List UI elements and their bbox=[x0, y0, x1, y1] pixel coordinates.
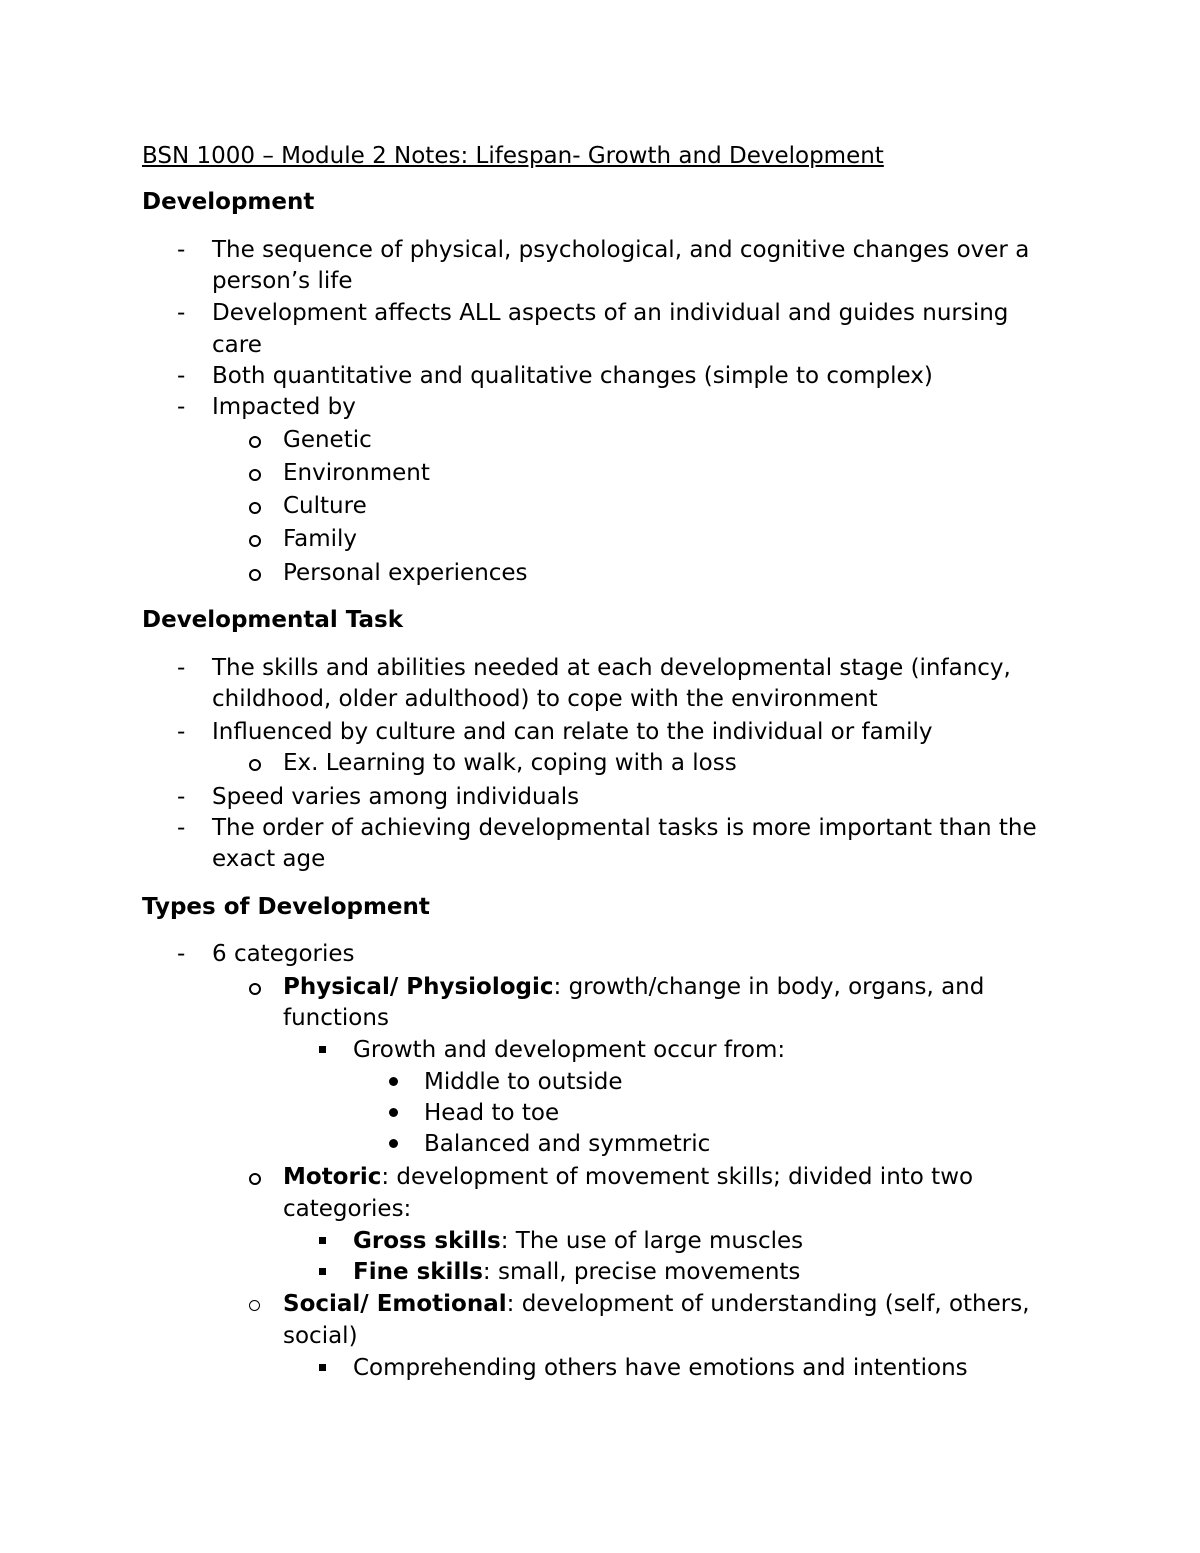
section-heading-development: Development bbox=[142, 189, 315, 215]
dash-bullet: - bbox=[177, 719, 186, 745]
list-item-continuation: exact age bbox=[212, 846, 326, 872]
sub-list-item: Genetic bbox=[283, 427, 372, 453]
list-item: Speed varies among individuals bbox=[212, 784, 580, 810]
list-item: The order of achieving developmental tasks is more important than the bbox=[212, 815, 1037, 841]
list-item-continuation: person’s life bbox=[212, 268, 353, 294]
category-item-physical bbox=[283, 972, 984, 1002]
sub-list-item: Personal experiences bbox=[283, 560, 528, 586]
category-continuation: functions bbox=[283, 1005, 389, 1031]
dot-bullet-icon bbox=[389, 1108, 398, 1117]
section-heading-developmental-task: Developmental Task bbox=[142, 607, 404, 633]
circle-bullet-icon bbox=[249, 759, 261, 771]
document-title: BSN 1000 – Module 2 Notes: Lifespan- Growth and Development bbox=[142, 143, 884, 169]
sub-list-item: Family bbox=[283, 526, 358, 552]
level-four-item: Middle to outside bbox=[424, 1069, 623, 1095]
square-bullet-icon bbox=[319, 1046, 326, 1053]
circle-bullet-icon bbox=[249, 535, 261, 547]
skill-term: Fine skills bbox=[353, 1259, 483, 1285]
category-item-motoric bbox=[283, 1162, 973, 1192]
circle-bullet-icon bbox=[249, 469, 261, 481]
list-item: Impacted by bbox=[212, 394, 356, 420]
circle-bullet-icon bbox=[249, 983, 261, 995]
dash-bullet: - bbox=[177, 300, 186, 326]
dash-bullet: - bbox=[177, 815, 186, 841]
square-bullet-icon bbox=[319, 1268, 326, 1275]
square-bullet-icon bbox=[319, 1237, 326, 1244]
list-item: Development affects ALL aspects of an individual and guides nursing bbox=[212, 300, 1009, 326]
circle-bullet-icon bbox=[249, 436, 261, 448]
dash-bullet: - bbox=[177, 655, 186, 681]
list-item-continuation: care bbox=[212, 332, 262, 358]
category-term: Social/ Emotional bbox=[283, 1291, 507, 1317]
sub-list-item: Environment bbox=[283, 460, 430, 486]
skill-description: : small, precise movements bbox=[482, 1259, 801, 1285]
sub-list-item: Culture bbox=[283, 493, 367, 519]
circle-bullet-icon bbox=[249, 1173, 261, 1185]
list-item: Influenced by culture and can relate to the individual or family bbox=[212, 719, 933, 745]
category-term: Physical/ Physiologic bbox=[283, 974, 554, 1000]
category-continuation: social) bbox=[283, 1323, 358, 1349]
skill-description: : The use of large muscles bbox=[500, 1228, 804, 1254]
circle-bullet-icon bbox=[249, 569, 261, 581]
square-bullet-icon bbox=[319, 1364, 326, 1371]
dash-bullet: - bbox=[177, 784, 186, 810]
sub-sub-list-item bbox=[353, 1226, 803, 1256]
category-description: : growth/change in body, organs, and bbox=[553, 974, 985, 1000]
list-item: The skills and abilities needed at each developmental stage (infancy, bbox=[212, 655, 1011, 681]
dot-bullet-icon bbox=[389, 1139, 398, 1148]
list-item: The sequence of physical, psychological, and cognitive changes over a bbox=[212, 237, 1030, 263]
category-description: : development of movement skills; divided into two bbox=[381, 1164, 974, 1190]
dash-bullet: - bbox=[177, 941, 186, 967]
sub-list-item: Ex. Learning to walk, coping with a loss bbox=[283, 750, 737, 776]
category-item-social-emotional bbox=[283, 1289, 1030, 1319]
dash-bullet: - bbox=[177, 237, 186, 263]
circle-bullet-icon bbox=[249, 1300, 260, 1311]
level-four-item: Balanced and symmetric bbox=[424, 1131, 711, 1157]
list-item: 6 categories bbox=[212, 941, 355, 967]
category-continuation: categories: bbox=[283, 1196, 412, 1222]
category-description: : development of understanding (self, others, bbox=[506, 1291, 1030, 1317]
dash-bullet: - bbox=[177, 363, 186, 389]
list-item-continuation: childhood, older adulthood) to cope with the environment bbox=[212, 686, 878, 712]
skill-term: Gross skills bbox=[353, 1228, 501, 1254]
sub-sub-list-item: Comprehending others have emotions and intentions bbox=[353, 1355, 968, 1381]
sub-sub-list-item: Growth and development occur from: bbox=[353, 1037, 786, 1063]
section-heading-types-of-development: Types of Development bbox=[142, 894, 430, 920]
circle-bullet-icon bbox=[249, 502, 261, 514]
category-term: Motoric bbox=[283, 1164, 382, 1190]
dash-bullet: - bbox=[177, 394, 186, 420]
dot-bullet-icon bbox=[389, 1077, 398, 1086]
level-four-item: Head to toe bbox=[424, 1100, 560, 1126]
list-item: Both quantitative and qualitative changes (simple to complex) bbox=[212, 363, 933, 389]
sub-sub-list-item bbox=[353, 1257, 800, 1287]
